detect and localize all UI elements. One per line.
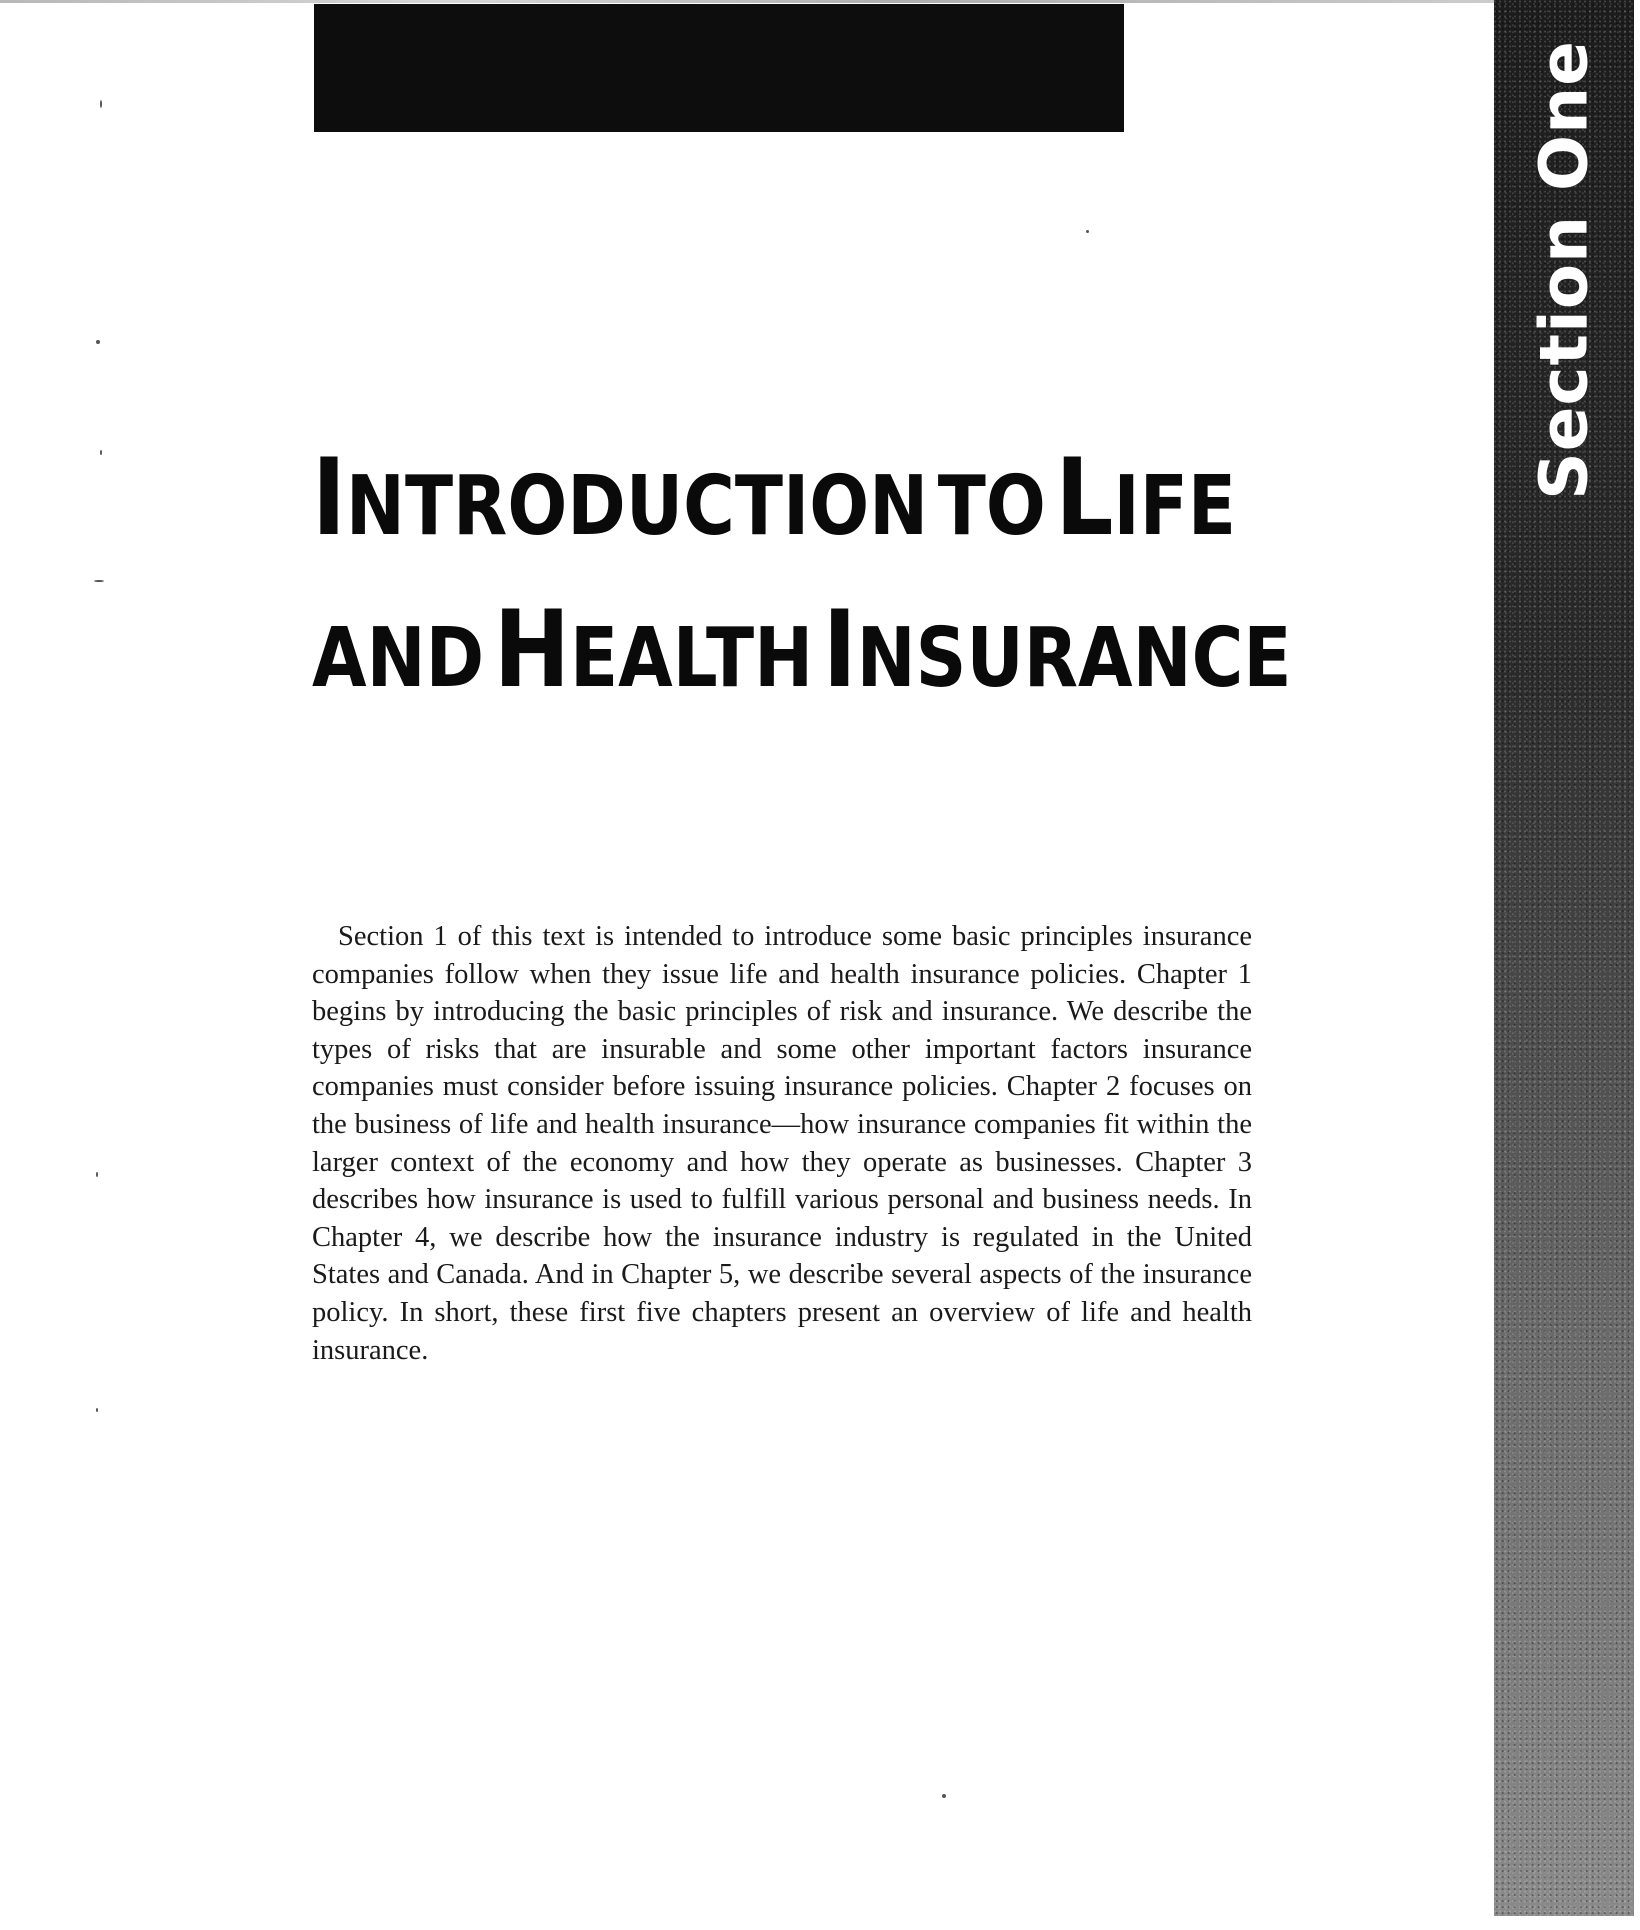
scan-speck (100, 450, 102, 455)
scan-speck (94, 580, 104, 582)
intro-paragraph: Section 1 of this text is intended to introduce some basic principles insurance companies follow when they issue life and health insurance policies. Chapter 1 begins by introducing the basic principles of risk and insurance. We describe the types of risks that are insurable and some other important factors insurance companies must consider before issuing insurance policies. Chapter 2 focuses on the business of life and health insurance—how insurance companies fit within the larger context of the economy and how they operate as businesses. Chapter 3 describes how insurance is used to fulfill various personal and business needs. In Chapter 4, we describe how the insurance industry is regulated in the United States and Canada. And in Chapter 5, we describe several aspects of the insurance policy. In short, these first five chapters present an overview of life and health insurance. (312, 921, 1252, 1366)
title-word: NTRODUCTION (345, 459, 929, 554)
scan-speck (100, 100, 102, 108)
scan-speck (1086, 230, 1089, 233)
scan-speck (96, 1172, 98, 1177)
section-tab-label: Section One (1525, 40, 1603, 500)
header-black-band (314, 4, 1124, 132)
scan-speck (96, 340, 100, 344)
page-title (312, 436, 1292, 749)
title-word: TO (937, 459, 1046, 554)
title-line-1 (312, 436, 1237, 597)
title-word: EALTH (570, 611, 814, 706)
title-word: NSURANCE (856, 611, 1292, 706)
title-initial: H (493, 588, 571, 711)
scan-speck (942, 1794, 946, 1798)
title-word: IFE (1113, 459, 1237, 554)
title-initial: I (822, 588, 857, 711)
title-word: AND (312, 611, 485, 706)
title-initial: I (312, 436, 346, 559)
scan-speck (96, 1408, 98, 1412)
title-initial: L (1055, 436, 1114, 559)
title-line-2 (312, 588, 1292, 749)
scan-edge-line (0, 0, 1500, 3)
